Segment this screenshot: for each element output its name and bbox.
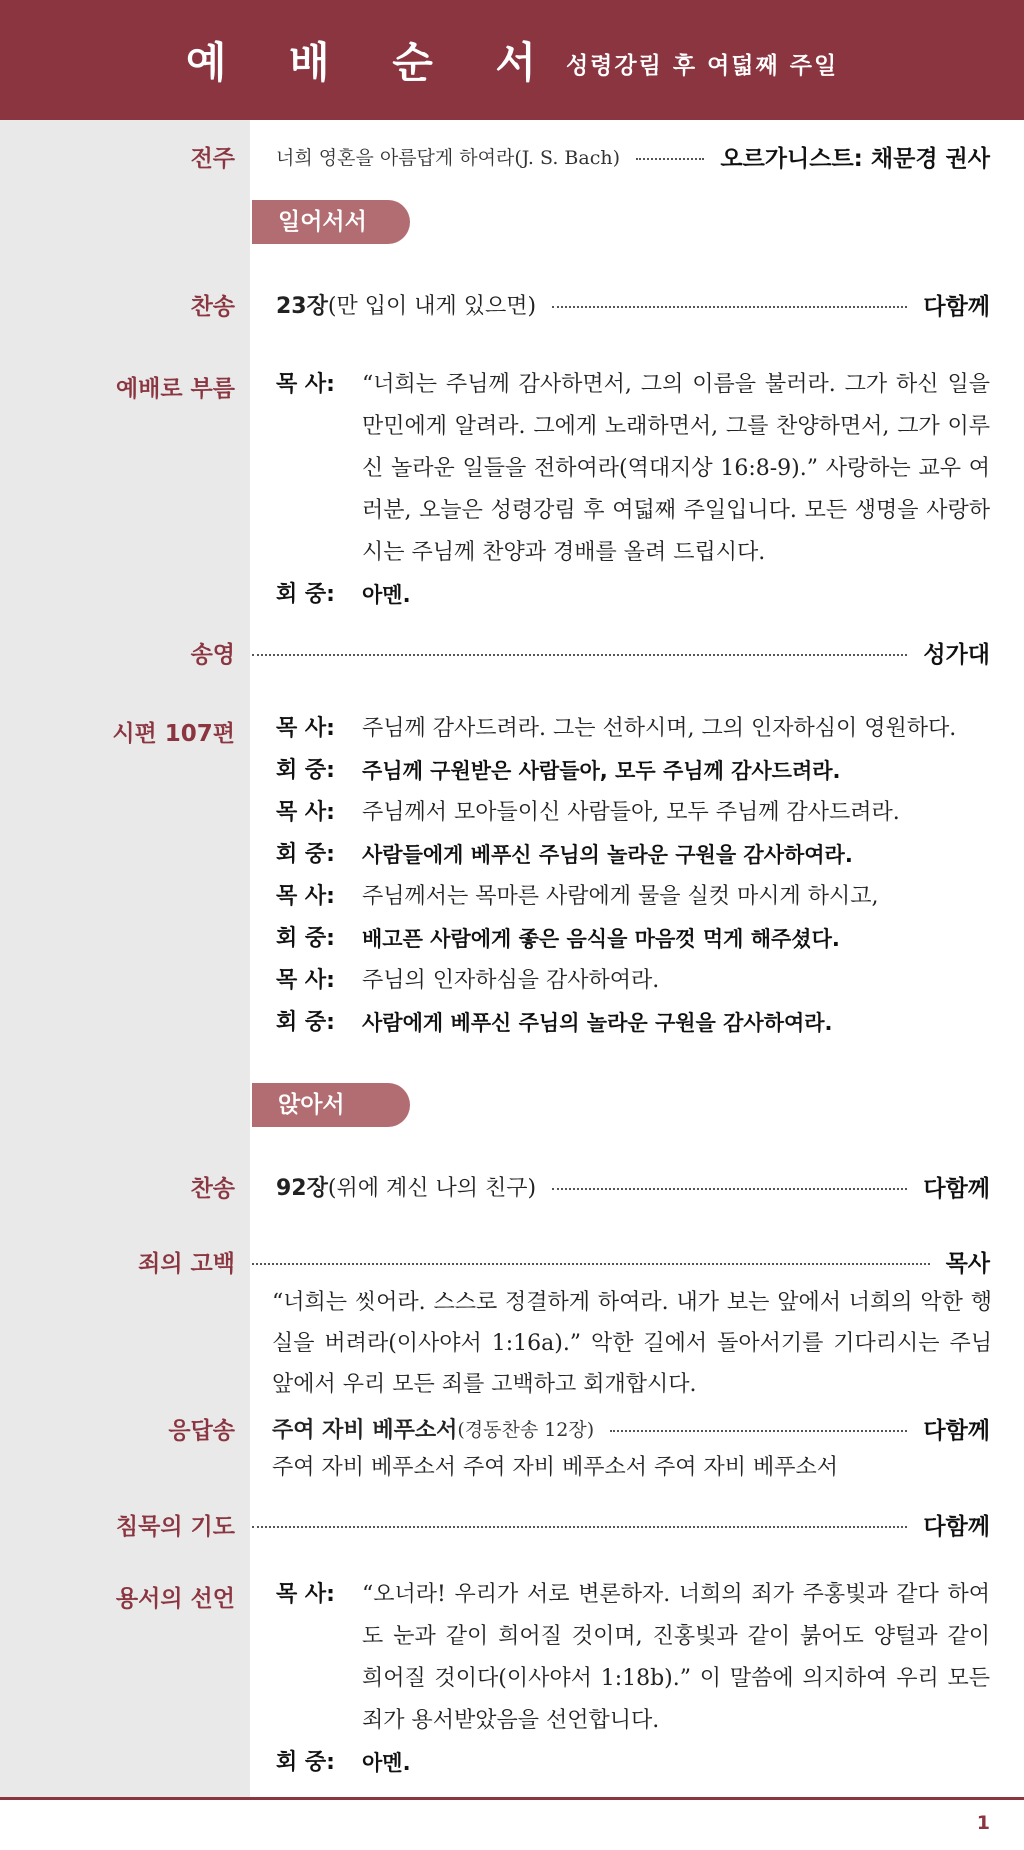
prelude-label: 전주 (190, 146, 235, 172)
leader-dots (636, 158, 704, 160)
psalm-line: 주님께서는 목마른 사람에게 물을 실컷 마시게 하시고, (362, 884, 879, 909)
speaker-minister: 목 사: (276, 884, 335, 909)
confession-line (252, 1243, 990, 1279)
speaker-minister: 목 사: (276, 1582, 335, 1607)
absolution-label: 용서의 선언 (115, 1586, 235, 1612)
anthem-by: 성가대 (923, 641, 990, 668)
silent-prayer-label: 침묵의 기도 (115, 1514, 235, 1540)
speaker-congregation: 회 중: (276, 842, 335, 867)
sit-marker: 앉아서 (252, 1083, 410, 1127)
call-congregation-text: 아멘. (362, 583, 411, 607)
psalm-label: 시편 107편 (112, 721, 235, 747)
call-minister-text: “너희는 주님께 감사하면서, 그의 이름을 불러라. 그가 하신 일을 만민에게 알려라. 그에게 노래하면서, 그를 찬양하면서, 그가 이루신 놀라운 일들을 전하여라(역대지상 16:8-9).” 사랑하는 교우 여러분, 오늘은 성령강림 후 여덟째 주일입니다. 모든 생명을 사랑하시는 주님께 찬양과 경배를 올려 드립시다. (362, 372, 990, 565)
hymn1-line (276, 286, 990, 322)
leader-dots (252, 1526, 907, 1528)
page-subtitle: 성령강림 후 여덟째 주일 (565, 52, 839, 79)
confession-label: 죄의 고백 (138, 1251, 235, 1277)
page-title: 예 배 순 서 (185, 38, 560, 87)
leader-dots (252, 1263, 930, 1265)
psalm-line: 배고픈 사람에게 좋은 음식을 마음껏 먹게 해주셨다. (362, 927, 840, 951)
speaker-minister: 목 사: (276, 800, 335, 825)
speaker-minister: 목 사: (276, 716, 335, 741)
hymn2-by: 다함께 (923, 1175, 990, 1202)
silent-prayer-by: 다함께 (923, 1513, 990, 1540)
page-number: 1 (976, 1812, 990, 1834)
response-title: 주여 자비 베푸소서 (272, 1417, 458, 1443)
anthem-line (252, 634, 990, 670)
speaker-congregation: 회 중: (276, 582, 335, 607)
absolution-block (276, 1574, 990, 1784)
response-source: (경동찬송 12장) (457, 1418, 595, 1441)
hymn2-label: 찬송 (190, 1176, 235, 1202)
prelude-line (276, 138, 990, 174)
response-line (272, 1410, 990, 1446)
page-header (0, 0, 1024, 120)
psalm-line: 주님께 감사드려라. 그는 선하시며, 그의 인자하심이 영원하다. (362, 716, 957, 741)
leader-dots (552, 1188, 907, 1190)
hymn1-title: (만 입이 내게 있으면) (327, 293, 537, 319)
hymn2-title: (위에 계신 나의 친구) (327, 1175, 537, 1201)
response-label: 응답송 (168, 1418, 235, 1444)
confession-text: “너희는 씻어라. 스스로 정결하게 하여라. 내가 보는 앞에서 너희의 악한 행실을 버려라(이사야서 1:16a).” 악한 길에서 돌아서기를 기다리시는 주님 앞에서 우리 모든 죄를 고백하고 회개합시다. (272, 1290, 992, 1397)
psalm-line: 주님의 인자하심을 감사하여라. (362, 968, 660, 993)
speaker-congregation: 회 중: (276, 926, 335, 951)
absolution-minister-text: “오너라! 우리가 서로 변론하자. 너희의 죄가 주홍빛과 같다 하여도 눈과 같이 희어질 것이며, 진홍빛과 같이 붉어도 양털과 같이 희어질 것이다(이사야서 1:18b).” 이 말씀에 의지하여 우리 모든 죄가 용서받았음을 선언합니다. (362, 1582, 990, 1733)
hymn2-line (276, 1168, 990, 1204)
absolution-congregation-text: 아멘. (362, 1751, 411, 1775)
anthem-label: 송영 (190, 642, 235, 668)
hymn2-number: 92장 (276, 1175, 328, 1201)
psalm-block (276, 708, 990, 1044)
response-by: 다함께 (923, 1417, 990, 1444)
speaker-congregation: 회 중: (276, 1750, 335, 1775)
response-lyrics: 주여 자비 베푸소서 주여 자비 베푸소서 주여 자비 베푸소서 (272, 1455, 838, 1480)
psalm-line: 주님께서 모아들이신 사람들아, 모두 주님께 감사드려라. (362, 800, 900, 825)
speaker-minister: 목 사: (276, 968, 335, 993)
confession-by: 목사 (945, 1250, 990, 1277)
hymn1-number: 23장 (276, 293, 328, 319)
speaker-congregation: 회 중: (276, 1010, 335, 1035)
call-label: 예배로 부름 (115, 376, 235, 402)
speaker-congregation: 회 중: (276, 758, 335, 783)
psalm-line: 주님께 구원받은 사람들아, 모두 주님께 감사드려라. (362, 759, 841, 783)
psalm-line: 사람들에게 베푸신 주님의 놀라운 구원을 감사하여라. (362, 843, 853, 867)
leader-dots (610, 1430, 907, 1432)
footer-rule (0, 1797, 1024, 1800)
speaker-minister: 목 사: (276, 372, 335, 397)
leader-dots (252, 654, 907, 656)
hymn1-by: 다함께 (923, 293, 990, 320)
call-block (276, 364, 990, 616)
stand-marker: 일어서서 (252, 200, 410, 244)
leader-dots (552, 306, 907, 308)
prelude-performer: 오르가니스트: 채문경 권사 (720, 145, 990, 172)
prelude-piece: 너희 영혼을 아름답게 하여라(J. S. Bach) (276, 146, 620, 169)
silent-prayer-line (252, 1506, 990, 1542)
psalm-line: 사람에게 베푸신 주님의 놀라운 구원을 감사하여라. (362, 1011, 833, 1035)
hymn1-label: 찬송 (190, 294, 235, 320)
